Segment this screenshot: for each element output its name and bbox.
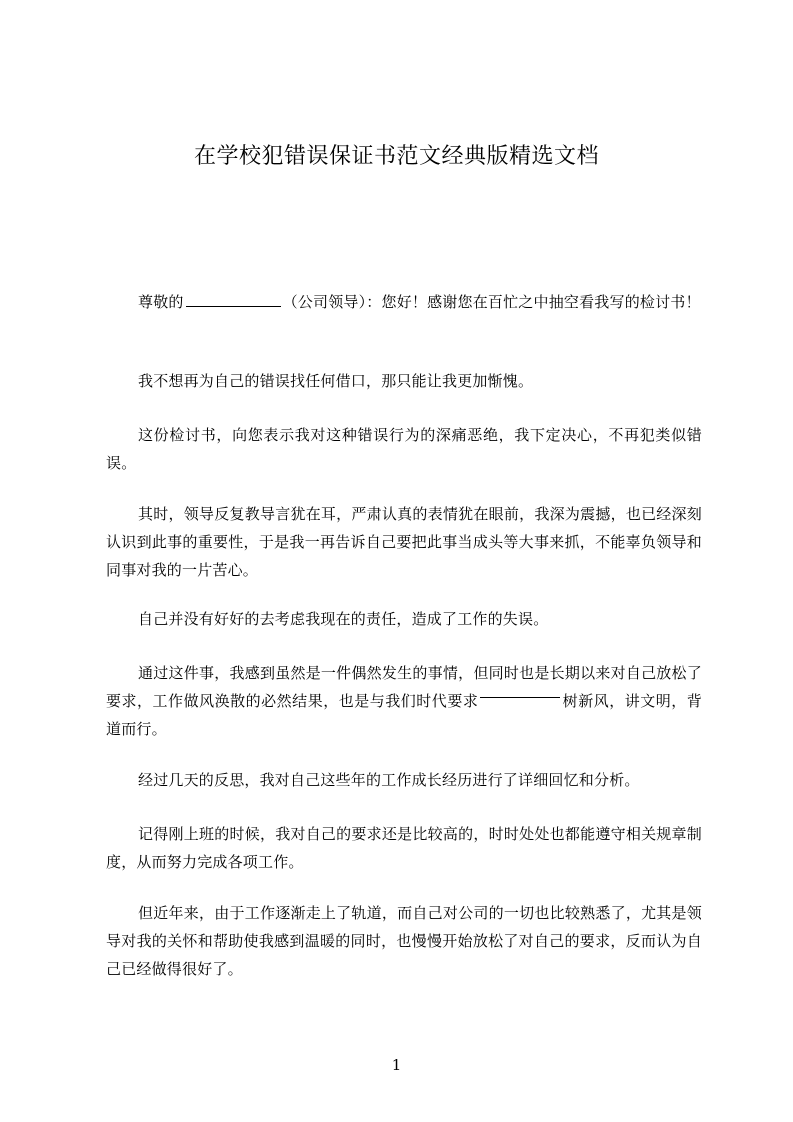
salutation-body: （公司领导）：您好！感谢您在百忙之中抽空看我写的检讨书！	[282, 293, 701, 311]
paragraph-2: 我不想再为自己的错误找任何借口，那只能让我更加惭愧。	[138, 372, 534, 390]
paragraph-3: 这份检讨书，向您表示我对这种错误行为的深痛恶绝，我下定决心，不再犯类似错误。	[106, 426, 702, 472]
paragraph-4: 其时，领导反复教导言犹在耳，严肃认真的表情犹在眼前，我深为震撼，也已经深刻认识到此事的重要性，于是我一再告诉自己要把此事当成头等大事来抓，不能辜负领导和同事对我的一片苦心。	[106, 505, 702, 579]
paragraph-9: 但近年来，由于工作逐渐走上了轨道，而自己对公司的一切也比较熟悉了，尤其是领导对我的关怀和帮助使我感到温暖的同时，也慢慢开始放松了对自己的要求，反而认为自己已经做得很好了。	[106, 904, 702, 978]
paragraph-7: 经过几天的反思，我对自己这些年的工作成长经历进行了详细回忆和分析。	[138, 771, 640, 789]
document-title: 在学校犯错误保证书范文经典版精选文档	[193, 144, 599, 169]
em-dash-line	[480, 697, 560, 698]
paragraph-salutation	[106, 288, 702, 316]
page-number: 1	[391, 1056, 402, 1074]
paragraph-6	[106, 659, 702, 743]
paragraph-5: 自己并没有好好的去考虑我现在的责任，造成了工作的失误。	[138, 610, 549, 628]
salutation-prefix: 尊敬的	[138, 293, 184, 311]
paragraph-8: 记得刚上班的时候，我对自己的要求还是比较高的，时时处处也都能遵守相关规章制度，从而努力完成各项工作。	[106, 825, 702, 871]
paragraph-6-part-2: 树新风，讲文明，背道而行。	[106, 692, 702, 738]
name-blank-line	[186, 292, 281, 307]
paragraph-6-part-1: 通过这件事，我感到虽然是一件偶然发生的事情，但同时也是长期以来对自己放松了要求，工作做风涣散的必然结果，也是与我们时代要求	[106, 664, 702, 710]
